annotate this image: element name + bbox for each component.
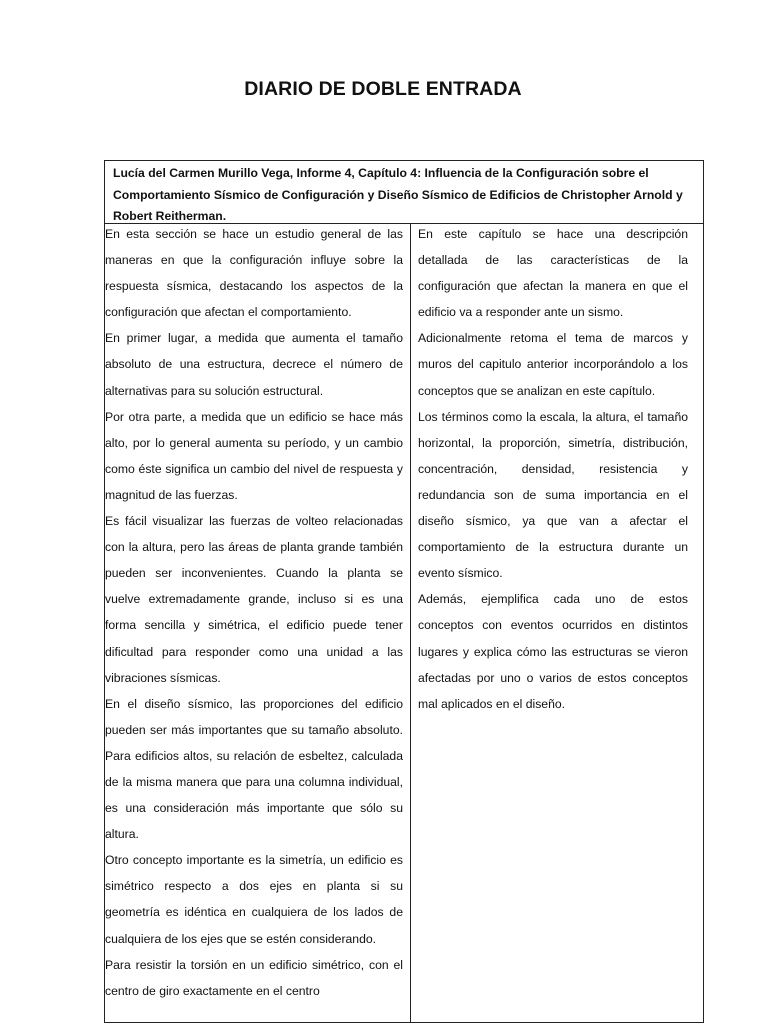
left-paragraph-6: Otro concepto importante es la simetría, un edificio es simétrico respecto a dos ejes en planta si su geometría es idéntica en cualquiera de los lados de cualquiera de los ejes que se estén considerando. [105, 853, 403, 946]
left-paragraph-3: Por otra parte, a medida que un edificio se hace más alto, por lo general aumenta su período, y un cambio como éste significa un cambio del nivel de respuesta y magnitud de las fuerzas. [105, 409, 403, 502]
left-column [105, 221, 403, 1021]
right-paragraph-1: En este capítulo se hace una descripción detallada de las características de la configuración que afectan la manera en que el edificio va a responder ante un sismo. [418, 227, 688, 320]
left-paragraph-2: En primer lugar, a medida que aumenta el tamaño absoluto de una estructura, decrece el número de alternativas para su solución estructural. [105, 331, 403, 398]
page-title: DIARIO DE DOBLE ENTRADA [244, 78, 522, 100]
left-paragraph-4: Es fácil visualizar las fuerzas de volteo relacionadas con la altura, pero las áreas de planta grande también pueden ser inconvenientes. Cuando la planta se vuelve extremadamente grande, incluso si es una forma sencilla y simétrica, el edificio puede tener dificultad para responder como una unidad a las vibraciones sísmicas. [105, 514, 403, 685]
double-entry-table [104, 160, 704, 1023]
table-header: Lucía del Carmen Murillo Vega, Informe 4, Capítulo 4: Influencia de la Configuración sobre el Comportamiento Sísmico de Configuración y Diseño Sísmico de Edificios de Christopher Arnold y Robert Reitherman. [105, 161, 703, 224]
left-paragraph-5: En el diseño sísmico, las proporciones del edificio pueden ser más importantes que su tamaño absoluto. Para edificios altos, su relación de esbeltez, calculada de la misma manera que para una columna individual, es una consideración más importante que sólo su altura. [105, 696, 403, 842]
right-paragraph-2: Adicionalmente retoma el tema de marcos y muros del capitulo anterior incorporándolo a los conceptos que se analizan en este capítulo. [418, 331, 688, 398]
right-paragraph-3: Los términos como la escala, la altura, el tamaño horizontal, la proporción, simetría, distribución, concentración, densidad, resistencia y redundancia son de suma importancia en el diseño sísmico, ya que van a afectar el comportamiento de la estructura durante un evento sísmico. [418, 409, 688, 581]
column-divider [410, 223, 411, 1023]
left-paragraph-7: Para resistir la torsión en un edificio simétrico, con el centro de giro exactamente en el centro [105, 957, 403, 998]
left-paragraph-1: En esta sección se hace un estudio general de las maneras en que la configuración influye sobre la respuesta sísmica, destacando los aspectos de la configuración que afectan el comportamiento. [105, 227, 403, 320]
right-paragraph-4: Además, ejemplifica cada uno de estos conceptos con eventos ocurridos en distintos lugares y explica cómo las estructuras se vieron afectadas por uno o varios de estos conceptos mal aplicados en el diseño. [418, 592, 688, 711]
right-column [418, 221, 688, 1021]
